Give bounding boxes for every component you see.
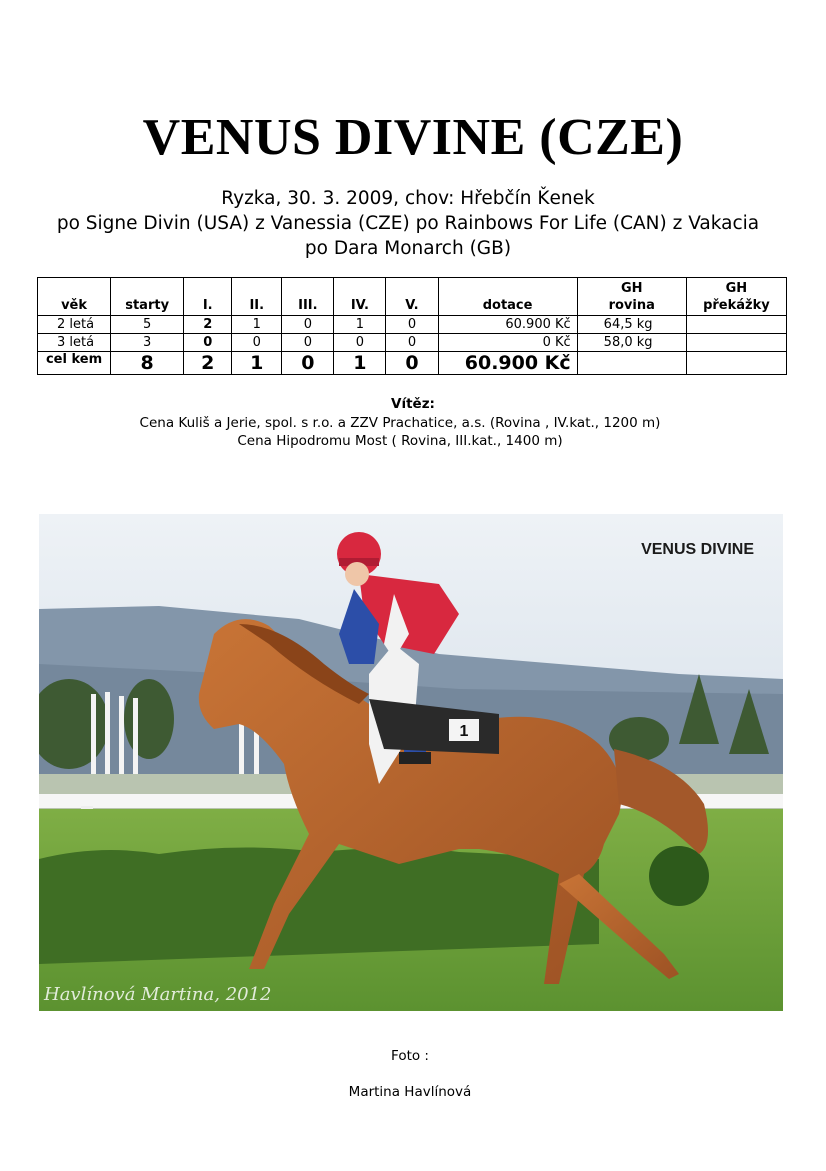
cell-gh-flat: 58,0 kg xyxy=(577,334,686,352)
cell-prize: 60.900 Kč xyxy=(438,316,577,334)
cell-gh-jump xyxy=(686,334,786,352)
photo-label: Foto : xyxy=(391,1048,429,1064)
photo-caption: VENUS DIVINE xyxy=(641,541,754,558)
header-gh-jump: GH překážky xyxy=(686,278,786,316)
cell-total-first: 2 xyxy=(184,352,232,375)
cell-total-gh-jump xyxy=(686,352,786,375)
cell-third: 0 xyxy=(282,316,334,334)
cell-second: 1 xyxy=(232,316,282,334)
cell-total-fourth: 1 xyxy=(334,352,386,375)
header-fifth: V. xyxy=(386,278,438,316)
cell-total-label: cel kem xyxy=(38,352,111,375)
header-third: III. xyxy=(282,278,334,316)
bush xyxy=(649,846,709,906)
cell-fifth: 0 xyxy=(386,316,438,334)
table-header-row xyxy=(38,278,787,316)
horse-name-title: VENUS DIVINE (CZE) xyxy=(142,109,684,166)
cell-second: 0 xyxy=(232,334,282,352)
header-age: věk xyxy=(38,278,111,316)
cell-total-prize: 60.900 Kč xyxy=(438,352,577,375)
cell-age: 3 letá xyxy=(38,334,111,352)
pedigree-line-1: Ryzka, 30. 3. 2009, chov: Hřebčín Ǩenek xyxy=(221,188,595,209)
header-second: II. xyxy=(232,278,282,316)
cell-total-gh-flat xyxy=(577,352,686,375)
cell-total-third: 0 xyxy=(282,352,334,375)
cell-fourth: 1 xyxy=(334,316,386,334)
header-first: I. xyxy=(184,278,232,316)
cell-total-fifth: 0 xyxy=(386,352,438,375)
header-gh-flat: GH rovina xyxy=(577,278,686,316)
winner-races xyxy=(0,414,800,450)
saddle-number: 1 xyxy=(459,723,469,740)
cell-gh-jump xyxy=(686,316,786,334)
winner-heading: Vítěz: xyxy=(391,396,435,412)
cell-fifth: 0 xyxy=(386,334,438,352)
table-total-row xyxy=(38,352,787,375)
race-stats-table xyxy=(37,277,787,375)
table-row xyxy=(38,334,787,352)
winner-race-item: Cena Hipodromu Most ( Rovina, III.kat., 1400 m) xyxy=(237,433,563,449)
pedigree-line-2: po Signe Divin (USA) z Vanessia (CZE) po Rainbows For Life (CAN) z Vakacia xyxy=(56,213,760,234)
cell-starts: 3 xyxy=(111,334,184,352)
horse-photo-illustration xyxy=(39,514,783,1011)
cell-total-starts: 8 xyxy=(111,352,184,375)
header-starts: starty xyxy=(111,278,184,316)
header-prize: dotace xyxy=(438,278,577,316)
photo-credit-watermark: Havlínová Martina, 2012 xyxy=(44,984,272,1005)
pedigree-line-3: po Dara Monarch (GB) xyxy=(304,238,512,259)
cell-fourth: 0 xyxy=(334,334,386,352)
photographer-name: Martina Havlínová xyxy=(348,1084,472,1100)
header-fourth: IV. xyxy=(334,278,386,316)
cell-first: 2 xyxy=(184,316,232,334)
cell-first: 0 xyxy=(184,334,232,352)
horse-photo xyxy=(39,514,783,1011)
cell-total-second: 1 xyxy=(232,352,282,375)
cell-third: 0 xyxy=(282,334,334,352)
pedigree-block xyxy=(0,186,816,261)
cell-gh-flat: 64,5 kg xyxy=(577,316,686,334)
cell-prize: 0 Kč xyxy=(438,334,577,352)
cell-age: 2 letá xyxy=(38,316,111,334)
table-row xyxy=(38,316,787,334)
cell-starts: 5 xyxy=(111,316,184,334)
winner-race-item: Cena Kuliš a Jerie, spol. s r.o. a ZZV Prachatice, a.s. (Rovina , IV.kat., 1200 m) xyxy=(139,415,661,431)
